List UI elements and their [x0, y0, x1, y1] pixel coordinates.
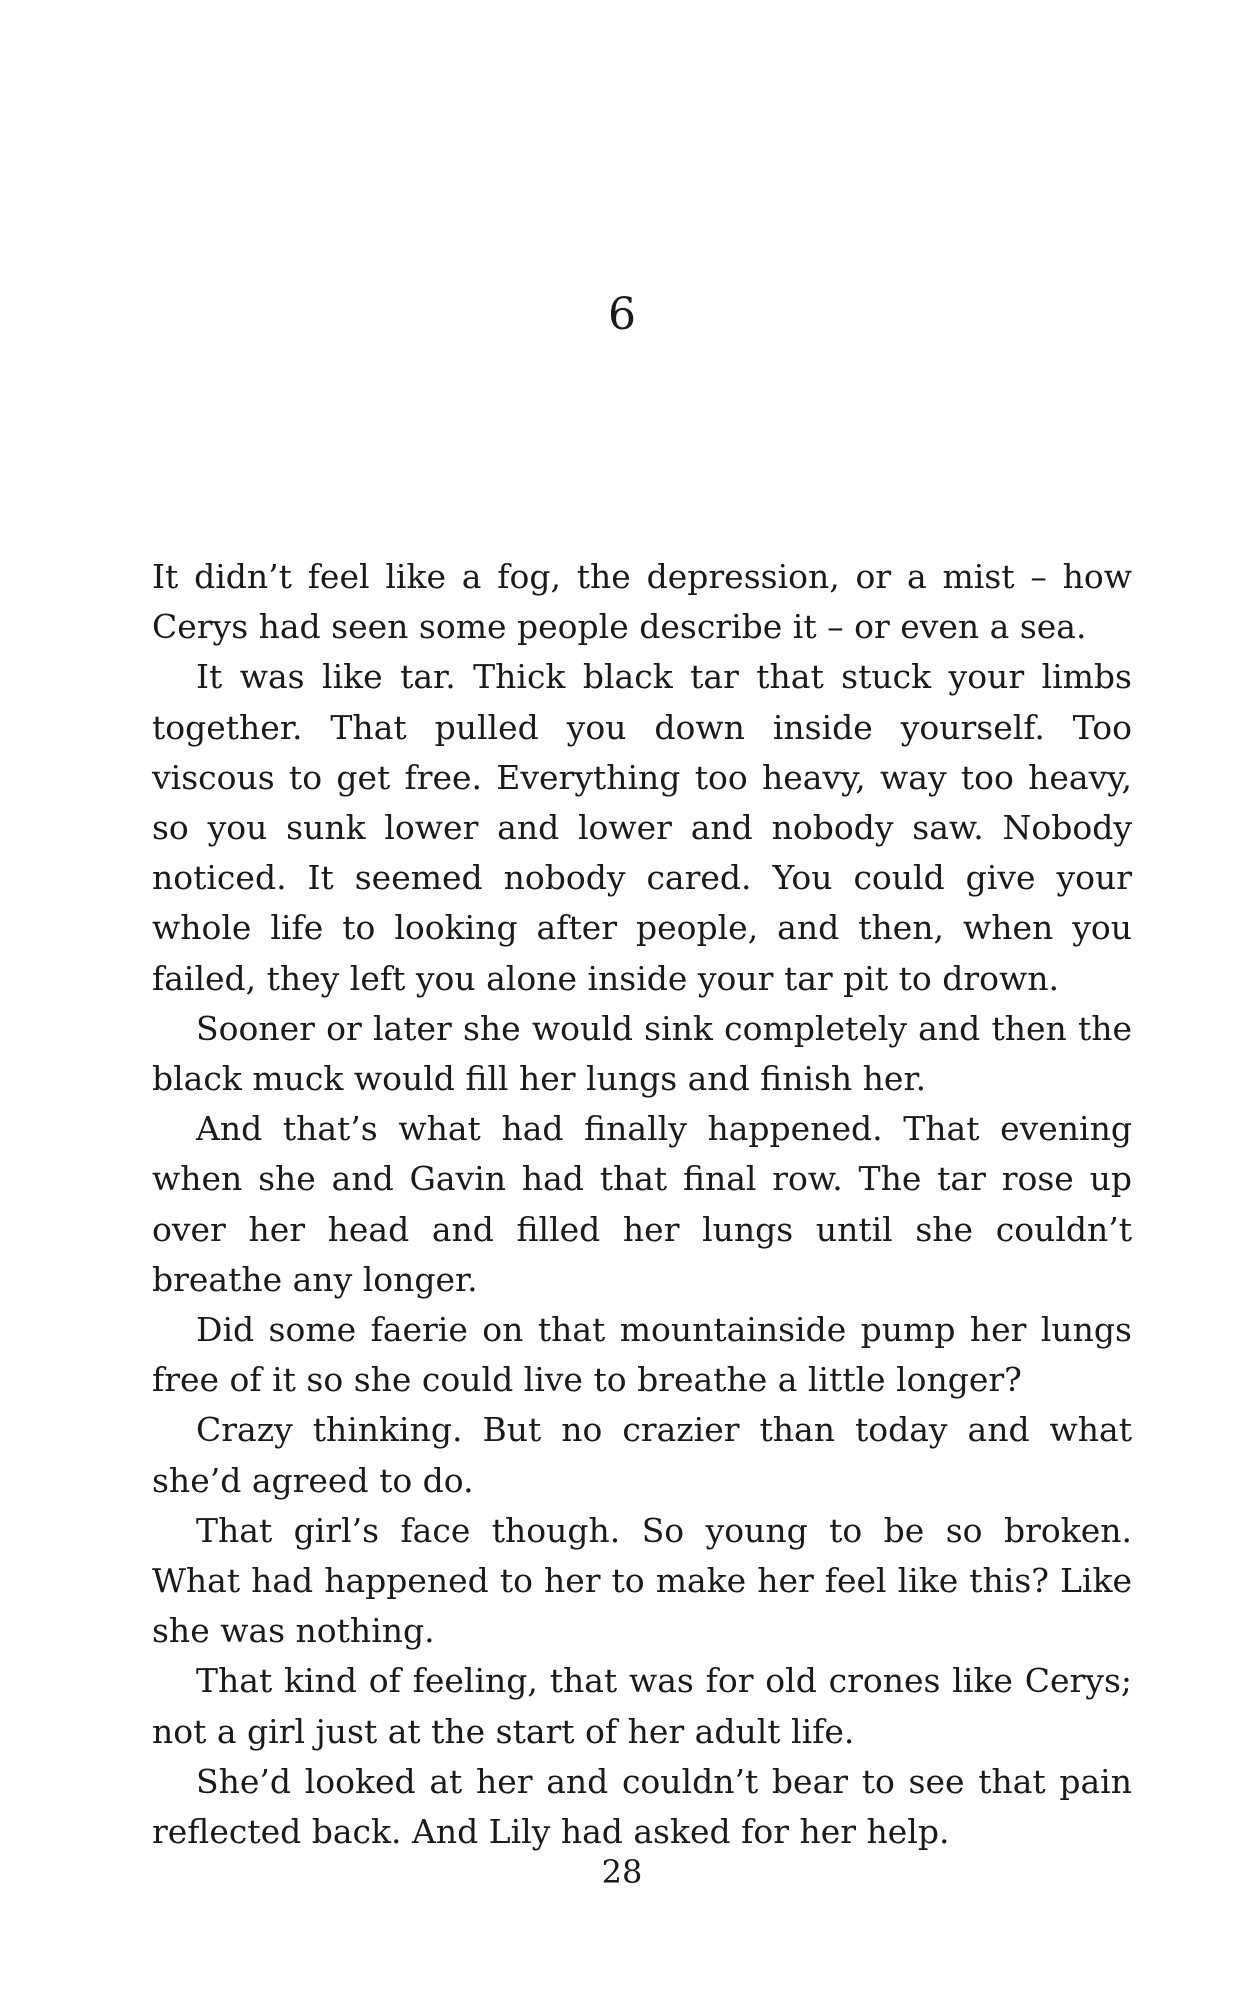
paragraph-9: She’d looked at her and couldn’t bear to see that pain reflected back. And Lily had asked for her help.	[152, 1761, 1132, 1852]
paragraph-7: That girl’s face though. So young to be so broken. What had happened to her to make her feel like this? Like she was nothing.	[152, 1510, 1132, 1651]
chapter-number: 6	[608, 289, 636, 340]
paragraph-3: Sooner or later she would sink completely and then the black muck would fill her lungs and finish her.	[152, 1008, 1132, 1099]
paragraph-8: That kind of feeling, that was for old crones like Cerys; not a girl just at the start of her adult life.	[152, 1661, 1132, 1751]
paragraph-5: Did some faerie on that mountainside pump her lungs free of it so she could live to breathe a little longer?	[152, 1310, 1132, 1400]
paragraph-4: And that’s what had finally happened. That evening when she and Gavin had that final row. The tar rose up over her head and filled her lungs until she couldn’t breathe any longer.	[152, 1109, 1132, 1299]
paragraph-1: It didn’t feel like a fog, the depression, or a mist – how Cerys had seen some people describe it – or even a sea.	[152, 557, 1132, 647]
body-text	[152, 552, 1132, 1857]
page-number: 28	[601, 1853, 643, 1891]
paragraph-6: Crazy thinking. But no crazier than today and what she’d agreed to do.	[152, 1410, 1132, 1500]
paragraph-2: It was like tar. Thick black tar that stuck your limbs together. That pulled you down inside yourself. Too viscous to get free. Everything too heavy, way too heavy, so you sunk lower and lower and nobody saw. Nobody noticed. It seemed nobody cared. You could give your whole life to looking after people, and then, when you failed, they left you alone inside your tar pit to drown.	[152, 657, 1132, 998]
